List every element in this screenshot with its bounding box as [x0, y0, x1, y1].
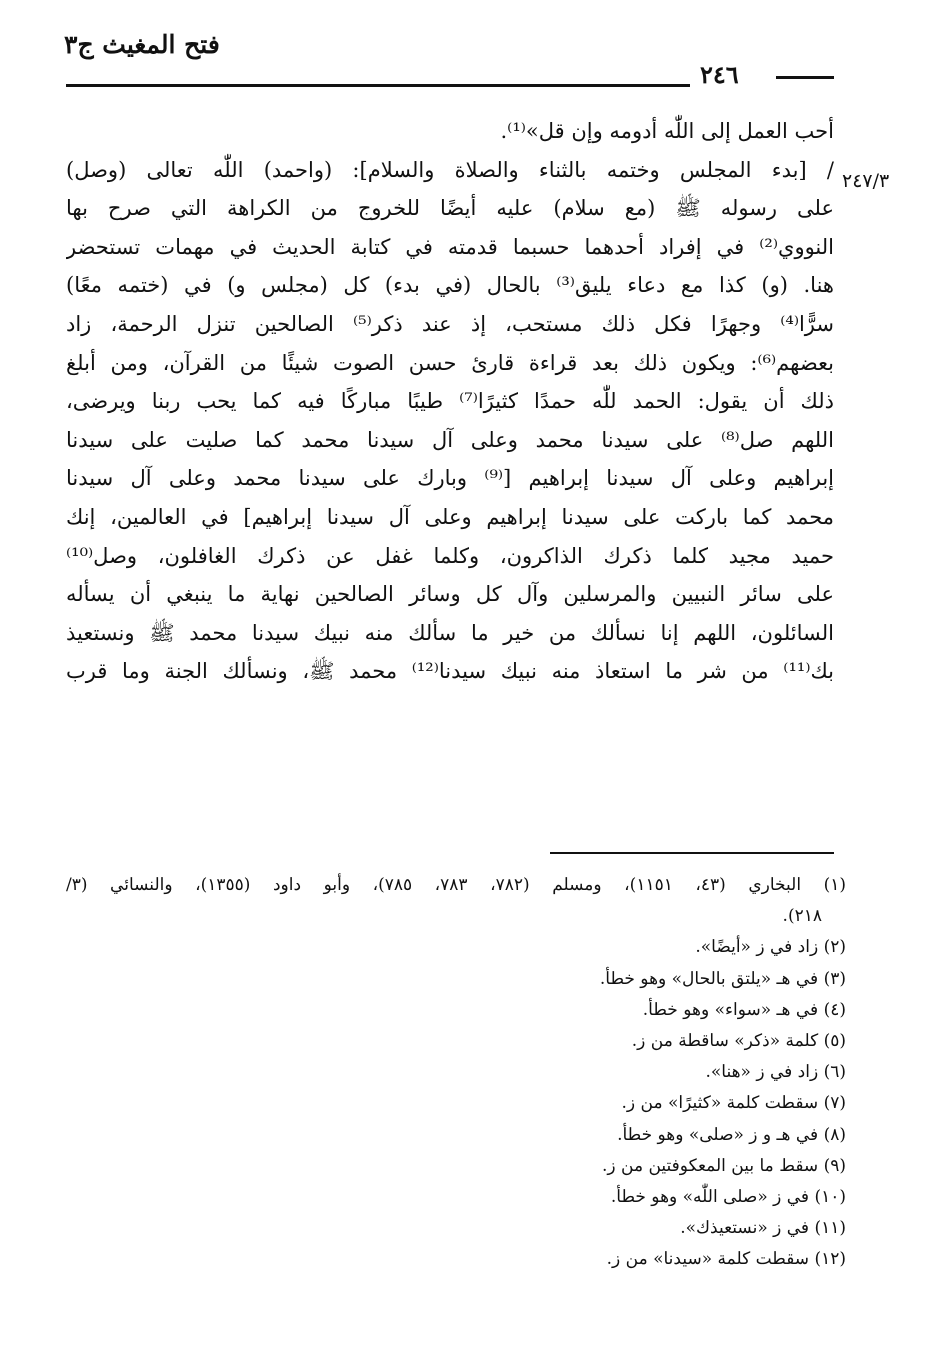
- footnote-separator: [550, 852, 834, 854]
- footnote-5: (٥) كلمة «ذكر» ساقطة من ز.: [631, 1030, 846, 1051]
- text-line: على سائر النبيين والمرسلين وآل كل وسائر الصالحين نهاية ما ينبغي أن يسأله: [66, 582, 834, 607]
- text-line: ذلك أن يقول: الحمد للّٰه حمدًا كثيرًا⁽⁷⁾ طيبًا مباركًا فيه كما يحب ربنا ويرضى،: [66, 389, 834, 414]
- text-line: اللهم صل⁽⁸⁾ على سيدنا محمد وعلى آل سيدنا محمد كما صليت على سيدنا: [66, 427, 834, 452]
- footnote-10: (١٠) في ز «صلى اللّٰه» وهو خطأ.: [610, 1186, 846, 1207]
- text-line: أحب العمل إلى اللّٰه أدومه وإن قل»⁽¹⁾.: [500, 119, 834, 143]
- text-line: إبراهيم وعلى آل سيدنا إبراهيم [⁽⁹⁾ وبارك على سيدنا محمد وعلى آل سيدنا: [66, 466, 834, 491]
- text-line: هنا. (و) كذا مع دعاء يليق⁽³⁾ بالحال (في بدء) كل (مجلس و) في (ختمه معًا): [66, 273, 834, 298]
- text-line: النووي⁽²⁾ في إفراد أحدهما حسبما قدمته في كتابة الحديث في مهمات تستحضر: [66, 234, 834, 259]
- footnote-7: (٧) سقطت كلمة «كثيرًا» من ز.: [621, 1093, 846, 1114]
- text-line: على رسوله ﷺ (مع سلام) عليه أيضًا للخروج من الكراهة التي صرح بها: [66, 196, 834, 221]
- footnote-12: (١٢) سقطت كلمة «سيدنا» من ز.: [606, 1249, 846, 1270]
- running-header-title: فتح المغيث ج٣: [64, 30, 220, 59]
- footnote-9: (٩) سقط ما بين المعكوفتين من ز.: [602, 1155, 846, 1176]
- page-number: ٢٤٦: [700, 60, 739, 89]
- text-line: سرًّا⁽⁴⁾ وجهرًا فكل ذلك مستحب، إذ عند ذكر⁽⁵⁾ الصالحين تنزل الرحمة، زاد: [66, 311, 834, 336]
- footnote-11: (١١) في ز «نستعيذك».: [680, 1218, 846, 1239]
- page-number-dash: [776, 76, 834, 79]
- footnote-3: (٣) في هـ «يلتق بالحال» وهو خطأ.: [599, 968, 846, 989]
- footnote-1-continued: ٢١٨).: [782, 906, 822, 927]
- text-line: محمد كما باركت على سيدنا إبراهيم وعلى آل سيدنا إبراهيم] في العالمين، إنك: [66, 504, 834, 529]
- footnote-1: (١) البخاري (٤٣، ١١٥١)، ومسلم (٧٨٢، ٧٨٣، ٧٨٥)، وأبو داود (١٣٥٥)، والنسائي (٣/: [66, 875, 846, 895]
- footnote-8: (٨) في هـ و ز «صلى» وهو خطأ.: [617, 1124, 846, 1145]
- footnote-4: (٤) في هـ «سواء» وهو خطأ.: [642, 999, 846, 1020]
- text-line: بك⁽¹¹⁾ من شر ما استعاذ منه نبيك سيدنا⁽¹²⁾ محمد ﷺ، ونسألك الجنة وما قرب: [66, 659, 834, 684]
- footnote-2: (٢) زاد في ز «أيضًا».: [695, 937, 846, 958]
- text-line: السائلون، اللهم إنا نسألك من خير ما سألك منه نبيك سيدنا محمد ﷺ ونستعيذ: [66, 620, 834, 645]
- margin-page-reference: ٢٤٧/٣: [842, 170, 890, 192]
- text-line-section-heading: / [بدء المجلس وختمه بالثناء والصلاة والسلام]: (واحمد) اللّٰه تعالى (وصل): [66, 157, 834, 182]
- main-text: [66, 112, 834, 691]
- footnotes: [66, 870, 846, 1275]
- footnote-6: (٦) زاد في ز «هنا».: [705, 1062, 846, 1083]
- text-line: بعضهم⁽⁶⁾: ويكون ذلك بعد قراءة قارئ حسن الصوت شيئًا من القرآن، ومن أبلغ: [66, 350, 834, 375]
- text-line: حميد مجيد كلما ذكرك الذاكرون، وكلما غفل عن ذكرك الغافلون، وصل⁽¹⁰⁾: [66, 543, 834, 568]
